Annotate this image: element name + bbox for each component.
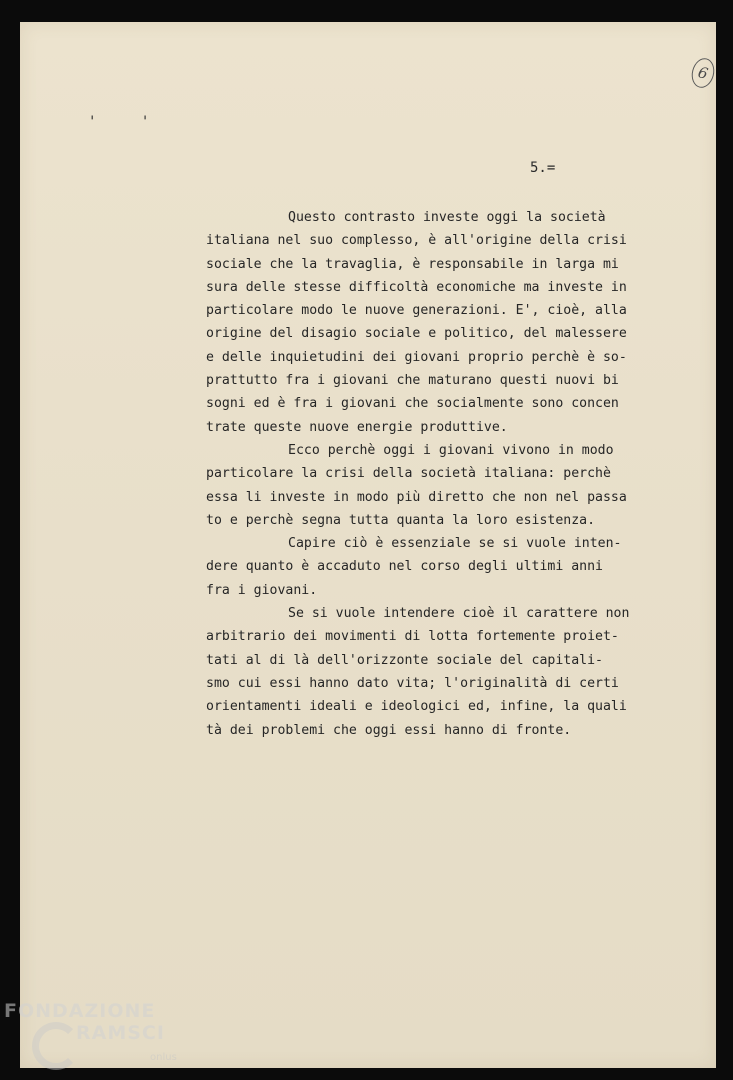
watermark-line1: FONDAZIONE (4, 1000, 156, 1022)
text-line: dere quanto è accaduto nel corso degli ultimi anni (206, 559, 603, 575)
text-line: particolare modo le nuove generazioni. E', cioè, alla (206, 303, 627, 319)
text-line: essa li investe in modo più diretto che non nel passa (206, 489, 627, 505)
text-line: arbitrario dei movimenti di lotta fortemente proiet- (206, 629, 619, 645)
text-line: tà dei problemi che oggi essi hanno di fronte. (206, 722, 572, 738)
text-line: e delle inquietudini dei giovani proprio perchè è so- (206, 349, 627, 365)
watermark-g-circle-icon (32, 1022, 80, 1070)
text-line: sociale che la travaglia, è responsabile in larga mi (206, 256, 619, 272)
watermark-subtitle: onlus (150, 1052, 177, 1063)
document-page (20, 22, 716, 1068)
text-line: orientamenti ideali e ideologici ed, infine, la quali (206, 699, 627, 715)
text-line: Capire ciò è essenziale se si vuole inten- (288, 536, 622, 552)
text-line: Questo contrasto investe oggi la società (288, 210, 606, 225)
text-line: particolare la crisi della società italiana: perchè (206, 466, 611, 482)
fondazione-gramsci-watermark (4, 1000, 204, 1078)
corner-marks: ' ' (88, 114, 168, 130)
text-line: Se si vuole intendere cioè il carattere non (288, 606, 630, 622)
text-line: origine del disagio sociale e politico, del malessere (206, 326, 627, 342)
text-line: italiana nel suo complesso, è all'origine della crisi (206, 233, 627, 249)
text-line: smo cui essi hanno dato vita; l'originalità di certi (206, 675, 619, 691)
page-number: 5.= (530, 160, 556, 176)
text-line: prattutto fra i giovani che maturano questi nuovi bi (206, 373, 619, 389)
text-line: fra i giovani. (206, 582, 318, 598)
archive-number-circle: 6 (689, 56, 718, 90)
text-line: sura delle stesse difficoltà economiche ma investe in (206, 279, 627, 295)
typewritten-body (206, 206, 666, 742)
text-line: tati al di là dell'orizzonte sociale del capitali- (206, 652, 603, 668)
watermark-line2: RAMSCI (76, 1022, 165, 1044)
text-line: Ecco perchè oggi i giovani vivono in modo (288, 442, 614, 458)
text-line: sogni ed è fra i giovani che socialmente sono concen (206, 396, 619, 412)
text-line: trate queste nuove energie produttive. (206, 419, 508, 435)
text-line: to e perchè segna tutta quanta la loro esistenza. (206, 512, 596, 528)
